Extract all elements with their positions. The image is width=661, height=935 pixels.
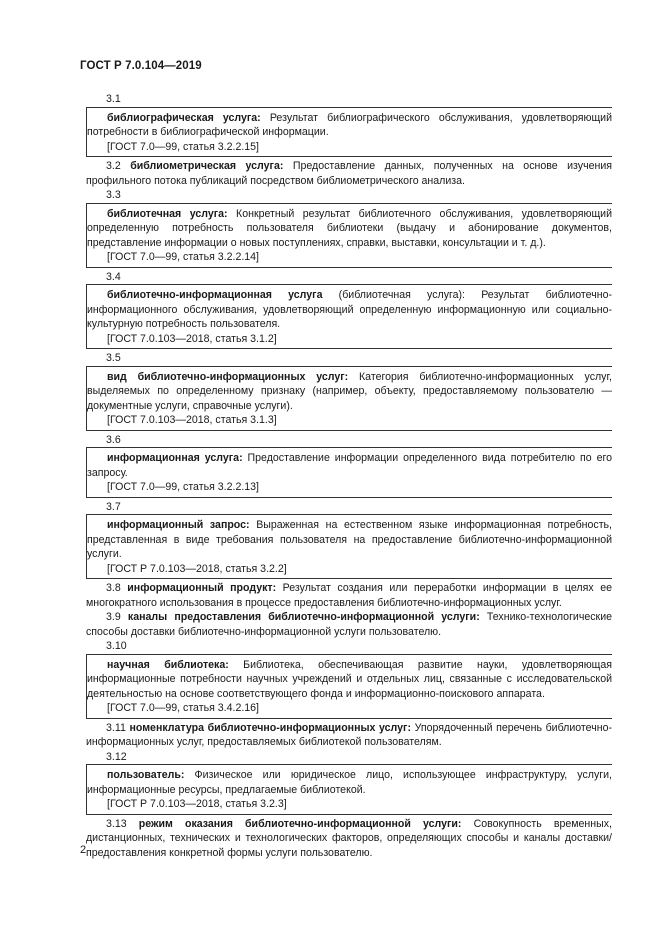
- term-number: 3.1: [106, 93, 121, 105]
- term-definition: пользователь: Физическое или юридическое лицо, использующее инфраструктуру, услуги, информационные ресурсы, предлагаемые библиотекой.: [87, 769, 612, 796]
- term-number: 3.2: [106, 160, 121, 172]
- term-source: [ГОСТ 7.0—99, статья 3.4.2.16]: [107, 702, 259, 714]
- term-box: [86, 366, 612, 431]
- term-number: 3.6: [106, 433, 121, 446]
- term-definition: 3.11 номенклатура библиотечно-информационных услуг: Упорядоченный перечень библиотечно-информационных услуг, предоставляемых библиотекой пользователям.: [86, 721, 612, 748]
- term-definition: 3.8 информационный продукт: Результат создания или переработки информации в целях ее многократного использования в процессе предоставления библиотечно-информационных услуг.: [86, 582, 612, 609]
- term-box: [86, 447, 612, 498]
- term-name: библиографическая услуга:: [107, 111, 261, 124]
- term-name: каналы предоставления библиотечно-информационной услуги:: [127, 611, 480, 623]
- term-number: 3.3: [106, 189, 121, 201]
- term-source: [ГОСТ 7.0.103—2018, статья 3.1.3]: [107, 414, 277, 426]
- term-name: библиометрическая услуга:: [130, 160, 284, 172]
- term-number: 3.8: [106, 582, 121, 594]
- term-number: 3.13: [106, 817, 127, 830]
- term-name: вид библиотечно-информационных услуг:: [107, 370, 349, 383]
- term-box: [86, 107, 612, 158]
- term-definition: научная библиотека: Библиотека, обеспечивающая развитие науки, удовлетворяющая информационные потребности научных учреждений и отдельных лиц, связанные с исследовательской деятельностью на основе соответствующего фонда и информационно-поискового аппарата.: [87, 658, 612, 700]
- term-number: 3.9: [106, 611, 121, 623]
- term-number: 3.7: [106, 500, 121, 513]
- term-name: информационная услуга:: [107, 452, 243, 464]
- document-header: ГОСТ Р 7.0.104—2019: [80, 60, 202, 72]
- term-source: [ГОСТ Р 7.0.103—2018, статья 3.2.2]: [107, 562, 287, 575]
- term-box: [86, 514, 612, 579]
- term-name: информационный продукт:: [127, 582, 277, 594]
- term-source: [ГОСТ 7.0.103—2018, статья 3.1.2]: [107, 332, 277, 345]
- term-definition: 3.2 библиометрическая услуга: Предоставление данных, полученных на основе изучения профильного потока публикаций посредством библиометрического анализа.: [86, 160, 612, 187]
- term-source: [ГОСТ Р 7.0.103—2018, статья 3.2.3]: [107, 798, 287, 810]
- term-number: 3.12: [106, 750, 127, 763]
- term-name: информационный запрос:: [107, 519, 250, 531]
- term-name: библиотечно-информационная услуга: [107, 289, 323, 301]
- term-source: [ГОСТ 7.0—99, статья 3.2.2.15]: [107, 140, 259, 153]
- term-name: библиотечная услуга:: [107, 207, 228, 220]
- term-definition: библиотечная услуга: Конкретный результат библиотечного обслуживания, удовлетворяющий определенную потребность пользователя библиотеки (выдачу и абонирование документов, представление информации о новых поступлениях, справки, выставки, консультации и т. д.).: [87, 207, 613, 249]
- term-box: [86, 654, 612, 719]
- term-box: [86, 203, 612, 268]
- term-name: пользователь:: [107, 769, 185, 781]
- term-source: [ГОСТ 7.0—99, статья 3.2.2.14]: [107, 251, 259, 263]
- term-name: номенклатура библиотечно-информационных услуг:: [129, 721, 411, 734]
- term-definition: библиографическая услуга: Результат библиографического обслуживания, удовлетворяющий потребности в библиографической информации.: [87, 111, 612, 138]
- term-definition: библиотечно-информационная услуга (библиотечная услуга): Результат библиотечно-информационного обслуживания, удовлетворяющий определенную информационную или социально-культурную потребность пользователя.: [87, 289, 612, 330]
- term-source: [ГОСТ 7.0—99, статья 3.2.2.13]: [107, 481, 259, 493]
- term-number: 3.11: [106, 721, 126, 734]
- term-number: 3.10: [106, 640, 127, 652]
- term-number: 3.5: [106, 352, 121, 364]
- term-definition: вид библиотечно-информационных услуг: Категория библиотечно-информационных услуг, выделяемых по определенному признаку (например, объекту, предоставляемому пользователю — документные услуги, справочные услуги).: [87, 370, 612, 412]
- term-definition: информационная услуга: Предоставление информации определенного вида потребителю по его запросу.: [87, 452, 612, 479]
- page-number: 2: [80, 844, 87, 856]
- term-box: [86, 284, 612, 349]
- terms-list: [86, 92, 612, 860]
- term-number: 3.4: [106, 270, 121, 283]
- term-name: режим оказания библиотечно-информационной услуги:: [138, 817, 462, 830]
- term-definition: 3.13 режим оказания библиотечно-информационной услуги: Совокупность временных, дистанционных, технических и технологических факторов, определяющих способы и каналы доставки/ предоставления конкретной формы услуги пользователю.: [86, 817, 612, 859]
- term-box: [86, 764, 612, 815]
- term-name: научная библиотека:: [107, 658, 229, 671]
- term-definition: информационный запрос: Выраженная на естественном языке информационная потребность, представленная в виде требования пользователя на предоставление библиотечно-информационной услуги.: [87, 519, 613, 560]
- term-definition: 3.9 каналы предоставления библиотечно-информационной услуги: Технико-технологические способы доставки библиотечно-информационной услуги пользователю.: [86, 611, 612, 638]
